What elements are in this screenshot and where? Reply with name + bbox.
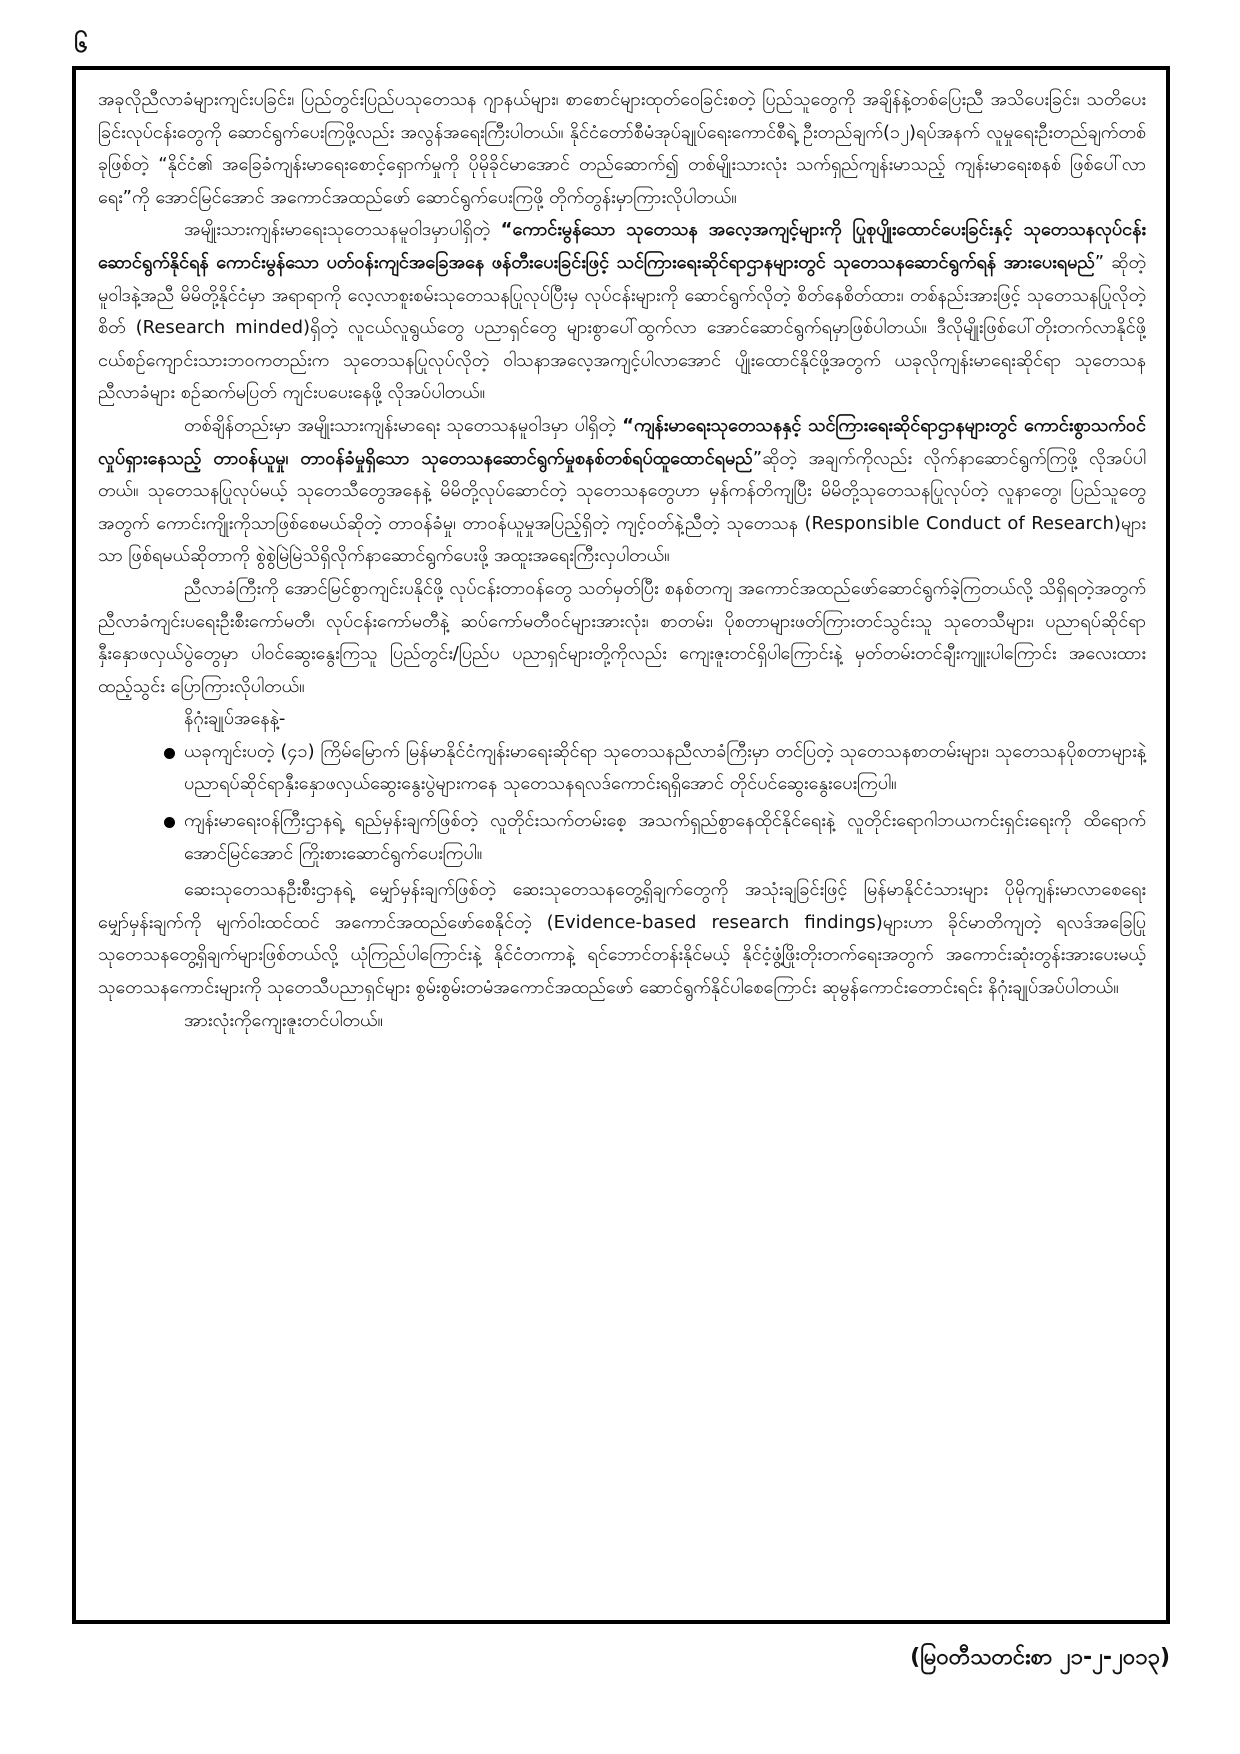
bullet-text: ယခုကျင်းပတဲ့ (၄၁) ကြိမ်မြောက် မြန်မာနိုင်ငံကျန်းမာရေးဆိုင်ရာ သုတေသနညီလာခံကြီးမှာ တင်ပြတဲ့ သုတေသနစာတမ်းများ၊ သုတေသနပိုစတာများနဲ့ ပညာရပ်ဆိုင်ရာနှီးနှောဖလှယ်ဆွေးနွေးပွဲများကနေ သုတေသနရလဒ်ကောင်းရရှိအောင် တိုင်ပင်ဆွေးနွေးပေးကြပါ။: [184, 740, 1146, 795]
paragraph-2: [98, 214, 1146, 410]
paragraph-3-lead: တစ်ချိန်တည်းမှာ အမျိုးသားကျန်းမာရေး သုတေသနမူဝါဒမှာ ပါရှိတဲ့: [184, 414, 623, 436]
paragraph-3-rest: ”ဆိုတဲ့ အချက်ကိုလည်း လိုက်နာဆောင်ရွက်ကြဖို့ လိုအပ်ပါတယ်။ သုတေသနပြုလုပ်မယ့် သုတေသီတွေအနေနဲ့ မိမိတို့လုပ်ဆောင်တဲ့ သုတေသနတွေဟာ မှန်ကန်တိကျပြီး မိမိတို့သုတေသနပြုလုပ်တဲ့ လူနာတွေ၊ ပြည်သူတွေအတွက် ကောင်းကျိုးကိုသာဖြစ်စေမယ်ဆိုတဲ့ တာဝန်ခံမှု၊ တာဝန်ယူမှုအပြည့်ရှိတဲ့ ကျင့်ဝတ်နဲ့ညီတဲ့ သုတေသန (Responsible Conduct of Research)များသာ ဖြစ်ရမယ်ဆိုတာကို စွဲစွဲမြဲမြဲသိရှိလိုက်နာဆောင်ရွက်ပေးဖို့ အထူးအရေးကြီးလှပါတယ်။: [98, 447, 1146, 567]
paragraph-5: နိဂုံးချုပ်အနေနဲ့-: [184, 708, 286, 730]
conclusion-bullet-list: [98, 736, 1146, 870]
paragraph-6: ဆေးသုတေသနဦးစီးဌာနရဲ့ မျှော်မှန်းချက်ဖြစ်တဲ့ ဆေးသုတေသနတွေ့ရှိချက်တွေကို အသုံးချခြင်းဖြင့် မြန်မာနိုင်ငံသားများ ပိုမိုကျန်းမာလာစေရေးမျှော်မှန်းချက်ကို မျက်ဝါးထင်ထင် အကောင်အထည်ဖော်စေနိုင်တဲ့ (Evidence-based research findings)များဟာ ခိုင်မာတိကျတဲ့ ရလဒ်အခြေပြု သုတေသနတွေ့ရှိချက်များဖြစ်တယ်လို့ ယုံကြည်ပါကြောင်းနဲ့ နိုင်ငံတကာနဲ့ ရင်ဘောင်တန်းနိုင်မယ့် နိုင်ငံ့ဖွံ့ဖြိုးတိုးတက်ရေးအတွက် အကောင်းဆုံးတွန်းအားပေးမယ့် သုတေသနကောင်းများကို သုတေသီပညာရှင်များ စွမ်းစွမ်းတမံအကောင်အထည်ဖော် ဆောင်ရွက်နိုင်ပါစေကြောင်း ဆုမွန်ကောင်းတောင်းရင်း နိဂုံးချုပ်အပ်ပါတယ်။: [98, 879, 1146, 999]
paragraph-2-bold-quote: “ကောင်းမွန်သော သုတေသန အလေ့အကျင့်များကို ပြုစုပျိုးထောင်ပေးခြင်းနှင့် သုတေသနလုပ်ငန်းဆောင်ရွက်နိုင်ရန် ကောင်းမွန်သော ပတ်ဝန်းကျင်အခြေအနေ ဖန်တီးပေးခြင်းဖြင့် သင်ကြားရေးဆိုင်ရာဌာနများတွင် သုတေသနဆောင်ရွက်ရန် အားပေးရမည်: [98, 219, 1146, 273]
page-number: ၆: [74, 30, 88, 58]
paragraph-3-bold-quote: “ကျန်းမာရေးသုတေသနနှင့် သင်ကြားရေးဆိုင်ရာဌာနများတွင် ကောင်းစွာသက်ဝင်လှုပ်ရှားနေသည့် တာဝန်ယူမှု၊ တာဝန်ခံမှုရှိသော သုတေသနဆောင်ရွက်မှုစနစ်တစ်ရပ်ထူထောင်ရမည်: [98, 414, 1146, 469]
paragraph-7: အားလုံးကိုကျေးဇူးတင်ပါတယ်။: [184, 1009, 383, 1031]
article-frame: [72, 66, 1170, 1624]
paragraph-3: [98, 410, 1146, 573]
paragraph-4: ညီလာခံကြီးကို အောင်မြင်စွာကျင်းပနိုင်ဖို့ လုပ်ငန်းတာဝန်တွေ သတ်မှတ်ပြီး စနစ်တကျ အကောင်အထည်ဖော်ဆောင်ရွက်ခဲ့ကြတယ်လို့ သိရှိရတဲ့အတွက် ညီလာခံကျင်းပရေးဦးစီးကော်မတီ၊ လုပ်ငန်းကော်မတီနဲ့ ဆပ်ကော်မတီဝင်များအားလုံး၊ စာတမ်း၊ ပိုစတာများဖတ်ကြားတင်သွင်းသူ သုတေသီများ၊ ပညာရပ်ဆိုင်ရာနှီးနှောဖလှယ်ပွဲတွေမှာ ပါဝင်ဆွေးနွေးကြသူ ပြည်တွင်း/ပြည်ပ ပညာရှင်များတို့ကိုလည်း ကျေးဇူးတင်ရှိပါကြောင်းနဲ့ မှတ်တမ်းတင်ချီးကျူးပါကြောင်း အလေးထားထည့်သွင်း ပြောကြားလိုပါတယ်။: [98, 577, 1146, 697]
list-item: [98, 736, 1146, 801]
list-item: [98, 805, 1146, 870]
bullet-dot-icon: [164, 817, 175, 828]
bullet-text: ကျန်းမာရေးဝန်ကြီးဌာနရဲ့ ရည်မှန်းချက်ဖြစ်တဲ့ လူတိုင်းသက်တမ်းစေ့ အသက်ရှည်စွာနေထိုင်နိုင်ရေးနဲ့ လူတိုင်းရောဂါဘယကင်းရှင်းရေးကို ထိရောက်အောင်မြင်အောင် ကြိုးစားဆောင်ရွက်ပေးကြပါ။: [184, 810, 1146, 864]
paragraph-2-rest: ” ဆိုတဲ့ မူဝါဒနဲ့အညီ မိမိတို့နိုင်ငံမှာ အရာရာကို လေ့လာစူးစမ်းသုတေသနပြုလုပ်ပြီးမှ လုပ်ငန်းများကို ဆောင်ရွက်လိုတဲ့ စိတ်နေစိတ်ထား၊ တစ်နည်းအားဖြင့် သုတေသနပြုလိုတဲ့စိတ် (Research minded)ရှိတဲ့ လူငယ်လူရွယ်တွေ ပညာရှင်တွေ များစွာပေါ်ထွက်လာ အောင်ဆောင်ရွက်ရမှာဖြစ်ပါတယ်။ ဒီလိုမျိုးဖြစ်ပေါ်တိုးတက်လာနိုင်ဖို့ ငယ်စဉ်ကျောင်းသားဘဝကတည်းက သုတေသနပြုလုပ်လိုတဲ့ ဝါသနာအလေ့အကျင့်ပါလာအောင် ပျိုးထောင်နိုင်ဖို့အတွက် ယခုလိုကျန်းမာရေးဆိုင်ရာ သုတေသနညီလာခံများ စဉ်ဆက်မပြတ် ကျင်းပပေးနေဖို့ လိုအပ်ပါတယ်။: [98, 251, 1146, 404]
paragraph-1: အခုလိုညီလာခံများကျင်းပခြင်း၊ ပြည်တွင်းပြည်ပသုတေသန ဂျာနယ်များ၊ စာစောင်များထုတ်ဝေခြင်းစတဲ့ ပြည်သူတွေကို အချိန်နဲ့တစ်ပြေးညီ အသိပေးခြင်း၊ သတိပေးခြင်းလုပ်ငန်းတွေကို ဆောင်ရွက်ပေးကြဖို့လည်း အလွန်အရေးကြီးပါတယ်။ နိုင်ငံတော်စီမံအုပ်ချုပ်ရေးကောင်စီရဲ့ ဦးတည်ချက်(၁၂)ရပ်အနက် လူမှုရေးဦးတည်ချက်တစ်ခုဖြစ်တဲ့ “နိုင်ငံ၏ အခြေခံကျန်းမာရေးစောင့်ရှောက်မှုကို ပိုမိုခိုင်မာအောင် တည်ဆောက်၍ တစ်မျိုးသားလုံး သက်ရှည်ကျန်းမာသည့် ကျန်းမာရေးစနစ် ဖြစ်ပေါ်လာရေး”ကို အောင်မြင်အောင် အကောင်အထည်ဖော် ဆောင်ရွက်ပေးကြဖို့ တိုက်တွန်းမှာကြားလိုပါတယ်။: [98, 89, 1146, 208]
bullet-dot-icon: [164, 748, 175, 759]
paragraph-2-lead: အမျိုးသားကျန်းမာရေးသုတေသနမူဝါဒမှာပါရှိတဲ့: [184, 219, 501, 241]
source-citation: (မြဝတီသတင်းစာ ၂၁-၂-၂၀၁၃): [910, 1645, 1170, 1670]
